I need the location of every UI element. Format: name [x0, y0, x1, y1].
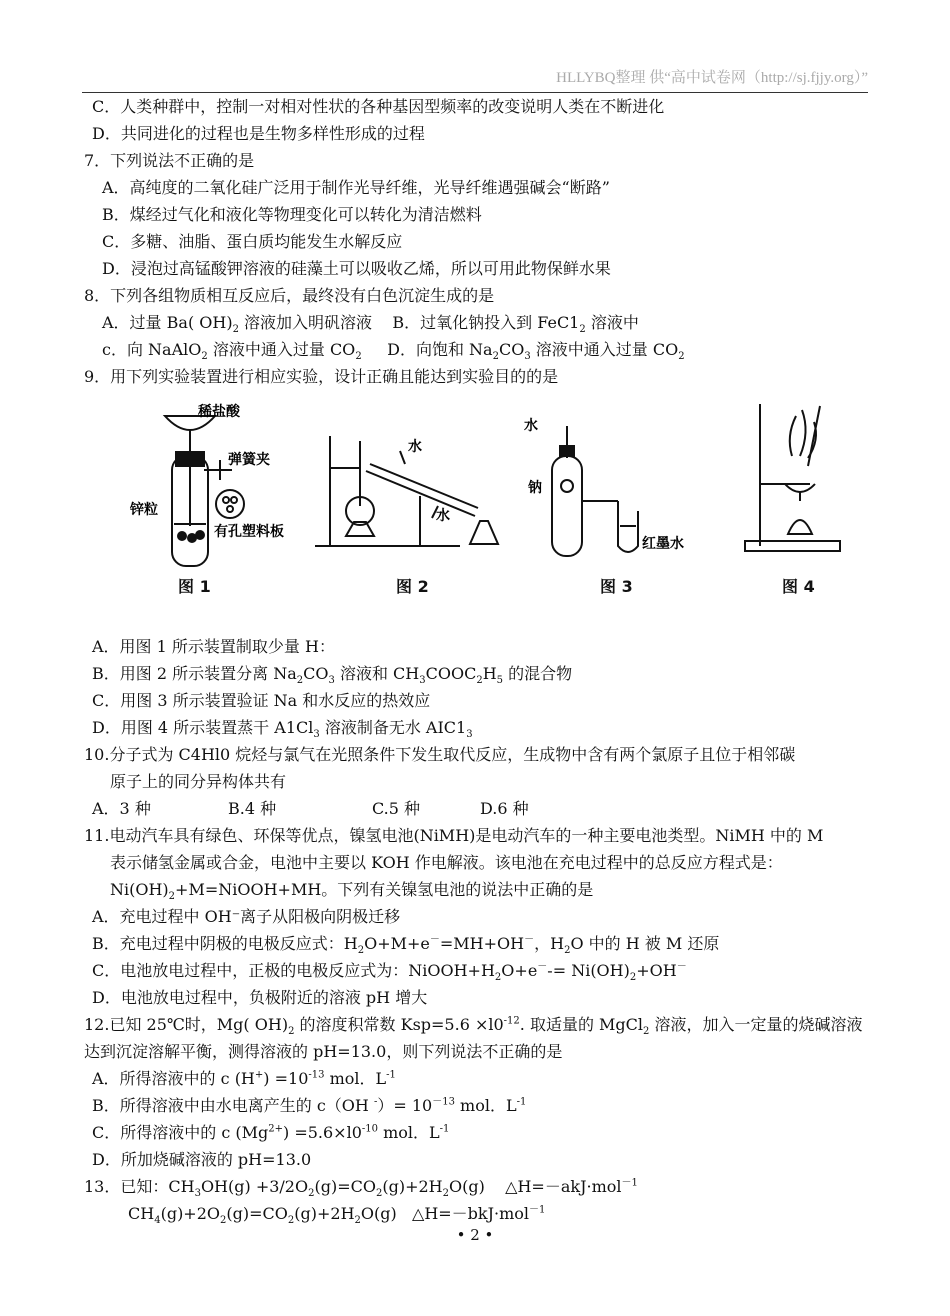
q6-option-d: D．共同进化的过程也是生物多样性形成的过程 [92, 124, 425, 143]
label-spring-clip: 弹簧夹 [228, 452, 270, 468]
caption-figure-4: 图 4 [782, 577, 815, 596]
figure-4-apparatus [745, 404, 840, 551]
label-dilute-hcl: 稀盐酸 [198, 404, 240, 420]
figure-2-apparatus [315, 436, 498, 546]
q11-stem-2: 表示储氢金属或合金，电池中主要以 KOH 作电解液。该电池在充电过程中的总反应方程式是： [110, 853, 783, 872]
figure-3-apparatus [552, 426, 638, 556]
q7-option-b: B．煤经过气化和液化等物理变化可以转化为清洁燃料 [102, 205, 482, 224]
q13-stem: 13．已知：$CH_3OH(g) +3/2O_2(g)=CO_2(g)+2H_2O(g)$ △H=－akJ·mol$^{-1}$ [84, 1177, 638, 1200]
q9-option-c: C．用图 3 所示装置验证 Na 和水反应的热效应 [92, 691, 431, 710]
q12-option-b: B．所得溶液中由水电离产生的 c（OH $^-)= 10^{-13}$ mol．$L^{-1}$ [92, 1096, 527, 1115]
q7-option-d: D．浸泡过高锰酸钾溶液的硅藻土可以吸收乙烯，所以可用此物保鲜水果 [102, 259, 611, 278]
q7-stem: 7．下列说法不正确的是 [84, 151, 255, 170]
q11-stem: 11.电动汽车具有绿色、环保等优点，镍氢电池(NiMH)是电动汽车的一种主要电池类型。NiMH 中的 M [84, 826, 824, 845]
q10-stem: 10.分子式为 C4Hl0 烷烃与氯气在光照条件下发生取代反应，生成物中含有两个氯原子且位于相邻碳 [84, 745, 796, 764]
label-water-f3: 水 [524, 418, 538, 434]
q7-option-a: A．高纯度的二氧化硅广泛用于制作光导纤维，光导纤维遇强碱会“断路” [102, 178, 610, 197]
page-header: HLLYBQ整理 供“高中试卷网（http://sj.fjjy.org）” [82, 66, 868, 93]
label-zinc: 锌粒 [130, 502, 158, 518]
q11-option-a: A．充电过程中 OH⁻离子从阳极向阴极迁移 [92, 907, 401, 926]
figure-1-apparatus [165, 416, 244, 566]
q12-option-c: C．所得溶液中的 c $(Mg^{2+}) =5.6\times l0^{-10}$ mol．$L^{-1}$ [92, 1123, 450, 1142]
q10-option-a: A．3 种 [92, 799, 151, 818]
label-sodium: 钠 [528, 480, 542, 496]
q6-option-c: C．人类种群中，控制一对相对性状的各种基因型频率的改变说明人类在不断进化 [92, 97, 665, 116]
q8-options-ab: A．过量 Ba( $OH)_2$ 溶液加入明矾溶液 B．过氧化钠投入到 $FeC1_2$ 溶液中 [102, 313, 639, 336]
caption-figure-3: 图 3 [600, 577, 633, 596]
q11-stem-3: $Ni(OH)_2+M=NiOOH+MH$。下列有关镍氢电池的说法中正确的是 [110, 880, 594, 903]
label-plate: 有孔塑料板 [214, 524, 284, 540]
q7-option-c: C．多糖、油脂、蛋白质均能发生水解反应 [102, 232, 403, 251]
q12-option-d: D．所加烧碱溶液的 pH=13.0 [92, 1150, 312, 1169]
q10-option-b: B.4 种 [228, 799, 277, 818]
experiment-figures [120, 396, 860, 601]
page-number: • 2 • [456, 1226, 494, 1244]
q13-eq2: $CH_4(g)+2O_2(g)=CO_2(g)+2H_2O(g)$ △H=－bkJ·mol$^{-1}$ [128, 1204, 546, 1227]
q10-option-d: D.6 种 [480, 799, 529, 818]
q10-stem-2: 原子上的同分异构体共有 [110, 772, 287, 791]
label-water-top: 水 [408, 439, 422, 455]
q11-option-d: D．电池放电过程中，负极附近的溶液 pH 增大 [92, 988, 428, 1007]
q12-stem-2: 达到沉淀溶解平衡，测得溶液的 pH=13.0，则下列说法不正确的是 [84, 1042, 563, 1061]
apparatus-drawings [120, 396, 860, 601]
q12-option-a: A．所得溶液中的 c $(H^+) =10^{-13}$ mol．$L^{-1}$ [92, 1069, 396, 1088]
caption-figure-2: 图 2 [396, 577, 429, 596]
label-water-mid: 水 [436, 508, 450, 524]
q11-option-b: B．充电过程中阴极的电极反应式：$H_2O+M+e^-=MH+OH^-$，$H_2O$ 中的 H 被 M 还原 [92, 934, 720, 957]
q8-options-cd: c．向 NaAlO$_2$ 溶液中通入过量 $CO_2$ D．向饱和 $Na_2CO_3$ 溶液中通入过量 $CO_2$ [102, 340, 685, 363]
q11-option-c: C．电池放电过程中，正极的电极反应式为：$NiOOH+H_2O+e^--= Ni(OH)_2+OH^-$ [92, 961, 687, 984]
caption-figure-1: 图 1 [178, 577, 211, 596]
q8-stem: 8．下列各组物质相互反应后，最终没有白色沉淀生成的是 [84, 286, 495, 305]
q9-option-b: B．用图 2 所示装置分离 $Na_2CO_3$ 溶液和 $CH_3COOC_2H_5$ 的混合物 [92, 664, 573, 687]
q9-option-a: A．用图 1 所示装置制取少量 H： [92, 637, 335, 656]
label-red-ink: 红墨水 [642, 536, 684, 552]
q9-option-d: D．用图 4 所示装置蒸干 $A1Cl_3$ 溶液制备无水 $AIC1_3$ [92, 718, 473, 741]
q10-option-c: C.5 种 [372, 799, 421, 818]
q9-stem: 9．用下列实验装置进行相应实验，设计正确且能达到实验目的的是 [84, 367, 559, 386]
q12-stem: 12.已知 25℃时，Mg( $OH)_2$ 的溶度积常数 $Ksp=5.6 \times l0^{-12}$. 取适量的 MgCl$_2$ 溶液，加入一定量的烧碱溶液 [84, 1015, 863, 1038]
